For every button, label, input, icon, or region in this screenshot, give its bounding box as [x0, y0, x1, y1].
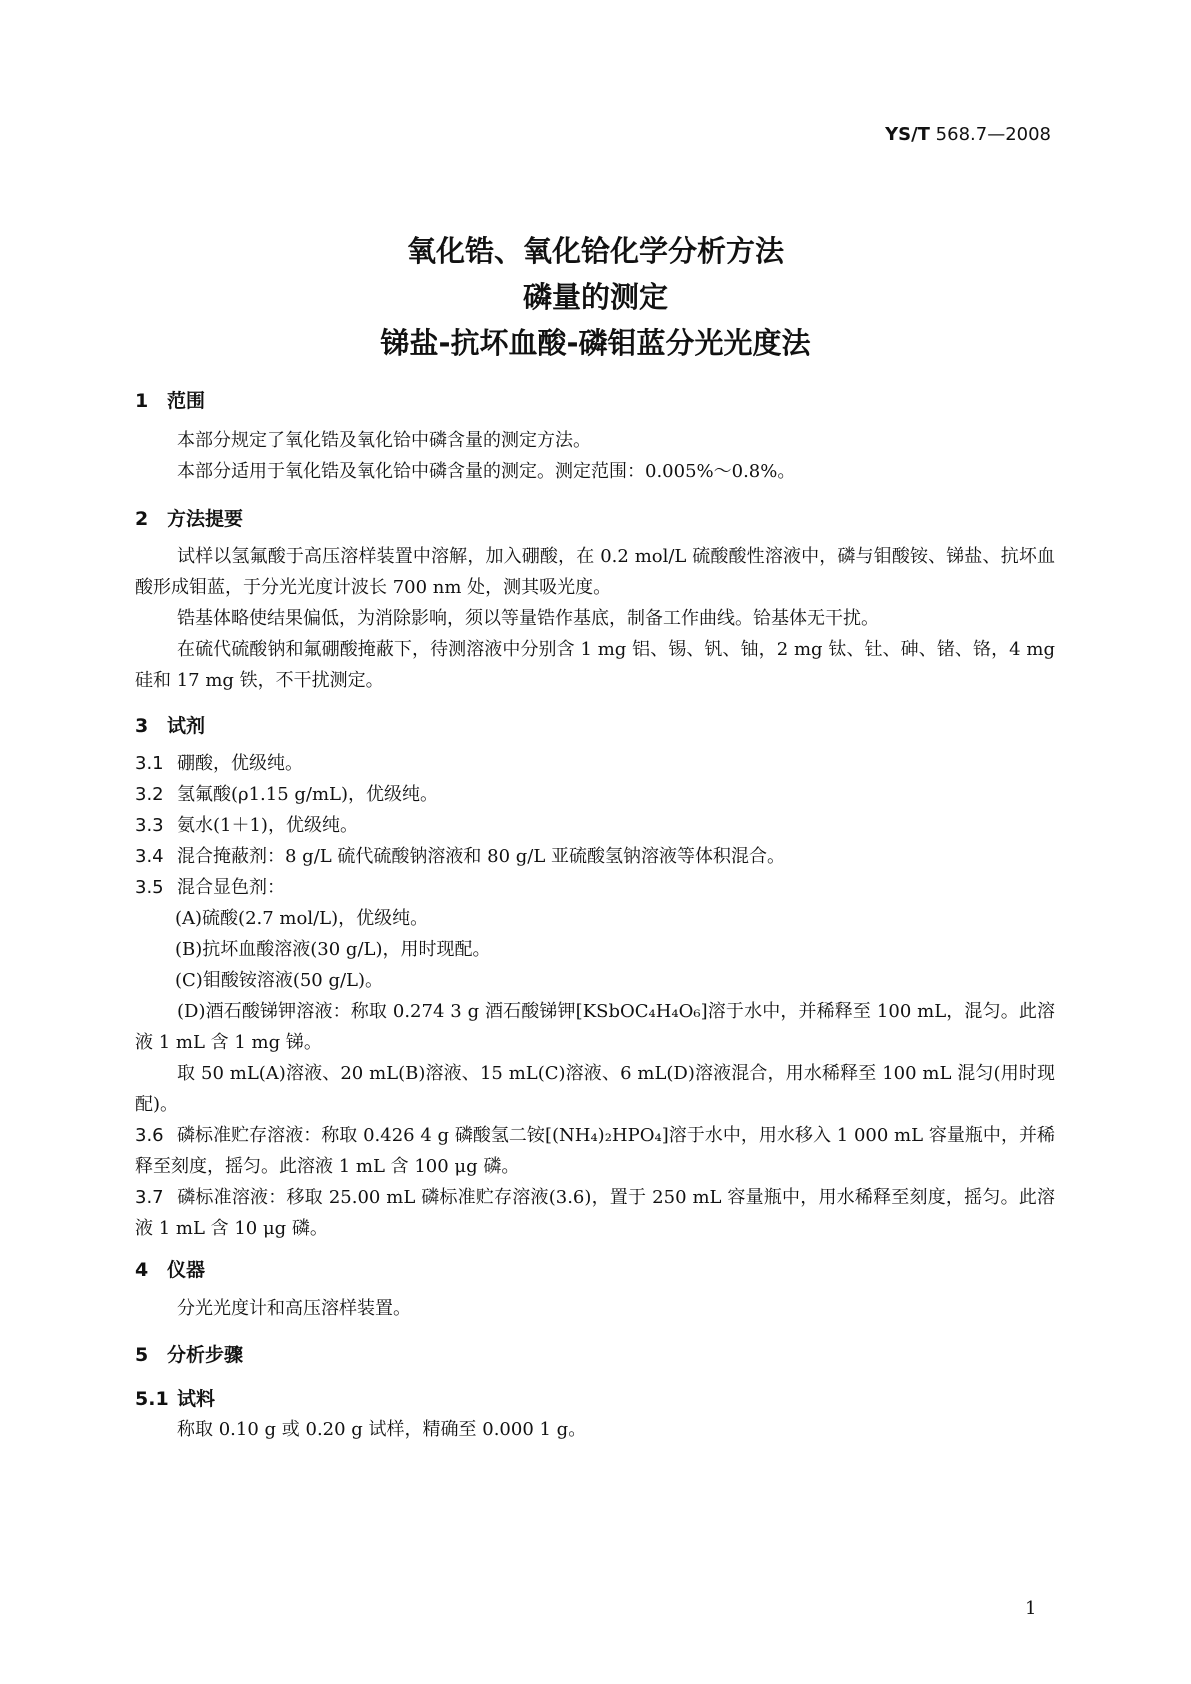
document-title	[0, 228, 1191, 366]
section-1-heading	[135, 386, 205, 413]
section-title: 范围	[167, 390, 206, 412]
reagent-3-5	[135, 872, 1055, 903]
clause-number: 3.2	[135, 784, 164, 805]
section-2-heading	[135, 504, 243, 531]
reagent-3-7	[135, 1182, 1055, 1244]
section-1-paragraph-1: 本部分规定了氧化锆及氧化铪中磷含量的测定方法。	[177, 430, 591, 451]
reagent-3-5-mix: 取 50 mL(A)溶液、20 mL(B)溶液、15 mL(C)溶液、6 mL(D)溶液混合，用水稀释至 100 mL 混匀(用时现配)。	[135, 1063, 1055, 1115]
clause-number: 3.3	[135, 815, 164, 836]
clause-number: 3.7	[135, 1187, 164, 1208]
title-line-3: 锑盐-抗坏血酸-磷钼蓝分光光度法	[380, 326, 811, 360]
section-number: 5	[135, 1344, 149, 1366]
section-3-heading	[135, 711, 205, 738]
section-number: 4	[135, 1259, 149, 1281]
reagent-3-4	[135, 841, 1055, 872]
clause-number: 3.1	[135, 753, 164, 774]
reagent-3-1	[135, 748, 1055, 779]
clause-number: 3.6	[135, 1125, 164, 1146]
clause-number: 3.5	[135, 877, 164, 898]
section-title: 方法提要	[167, 508, 244, 530]
section-2-paragraph-2: 锆基体略使结果偏低，为消除影响，须以等量锆作基底，制备工作曲线。铪基体无干扰。	[177, 608, 879, 629]
clause-text: 氢氟酸(ρ1.15 g/mL)，优级纯。	[177, 784, 439, 805]
standard-number: 568.7—2008	[929, 124, 1051, 145]
clause-text: 硼酸，优级纯。	[177, 753, 303, 774]
section-title: 试剂	[167, 715, 206, 737]
page-number: 1	[1025, 1598, 1037, 1619]
section-title: 分析步骤	[167, 1344, 244, 1366]
reagent-3-5-a: (A)硫酸(2.7 mol/L)，优级纯。	[175, 908, 429, 929]
clause-text: 磷标准贮存溶液：称取 0.426 4 g 磷酸氢二铵[(NH₄)₂HPO₄]溶于水中，用水移入 1 000 mL 容量瓶中，并稀释至刻度，摇匀。此溶液 1 mL 含 100 μg 磷。	[135, 1125, 1055, 1177]
standard-prefix: YS/T	[885, 124, 930, 145]
section-5-heading	[135, 1340, 243, 1367]
clause-text: 混合显色剂：	[177, 877, 285, 898]
clause-title: 试料	[177, 1388, 216, 1410]
reagent-3-5-c: (C)钼酸铵溶液(50 g/L)。	[175, 970, 384, 991]
standard-code	[885, 124, 1051, 145]
section-2-paragraph-1: 试样以氢氟酸于高压溶样装置中溶解，加入硼酸，在 0.2 mol/L 硫酸酸性溶液中，磷与钼酸铵、锑盐、抗坏血酸形成钼蓝，于分光光度计波长 700 nm 处，测其吸光度。	[135, 546, 1055, 598]
title-line-1: 氧化锆、氧化铪化学分析方法	[406, 234, 784, 268]
subsection-5-1-heading	[135, 1384, 215, 1411]
reagent-3-5-d: (D)酒石酸锑钾溶液：称取 0.274 3 g 酒石酸锑钾[KSbOC₄H₄O₆]溶于水中，并稀释至 100 mL，混匀。此溶液 1 mL 含 1 mg 锑。	[135, 1001, 1055, 1053]
section-2-paragraph-3: 在硫代硫酸钠和氟硼酸掩蔽下，待测溶液中分别含 1 mg 铝、锡、钒、铀，2 mg 钛、钍、砷、锗、铬，4 mg 硅和 17 mg 铁，不干扰测定。	[135, 639, 1055, 691]
reagent-3-5-b: (B)抗坏血酸溶液(30 g/L)，用时现配。	[175, 939, 491, 960]
section-number: 1	[135, 390, 149, 412]
section-1-paragraph-2: 本部分适用于氧化锆及氧化铪中磷含量的测定。测定范围：0.005%～0.8%。	[177, 461, 796, 482]
reagent-3-2	[135, 779, 1055, 810]
reagent-3-6	[135, 1120, 1055, 1182]
clause-text: 混合掩蔽剂：8 g/L 硫代硫酸钠溶液和 80 g/L 亚硫酸氢钠溶液等体积混合。	[177, 846, 786, 867]
subsection-5-1-paragraph-1: 称取 0.10 g 或 0.20 g 试样，精确至 0.000 1 g。	[177, 1419, 587, 1440]
section-number: 2	[135, 508, 149, 530]
section-number: 3	[135, 715, 149, 737]
clause-number: 5.1	[135, 1388, 169, 1410]
reagent-3-3	[135, 810, 1055, 841]
clause-text: 磷标准溶液：移取 25.00 mL 磷标准贮存溶液(3.6)，置于 250 mL 容量瓶中，用水稀释至刻度，摇匀。此溶液 1 mL 含 10 μg 磷。	[135, 1187, 1055, 1239]
title-line-2: 磷量的测定	[522, 280, 668, 314]
clause-number: 3.4	[135, 846, 164, 867]
clause-text: 氨水(1＋1)，优级纯。	[177, 815, 358, 836]
section-4-paragraph-1: 分光光度计和高压溶样装置。	[177, 1298, 411, 1319]
section-title: 仪器	[167, 1259, 206, 1281]
section-4-heading	[135, 1255, 205, 1282]
